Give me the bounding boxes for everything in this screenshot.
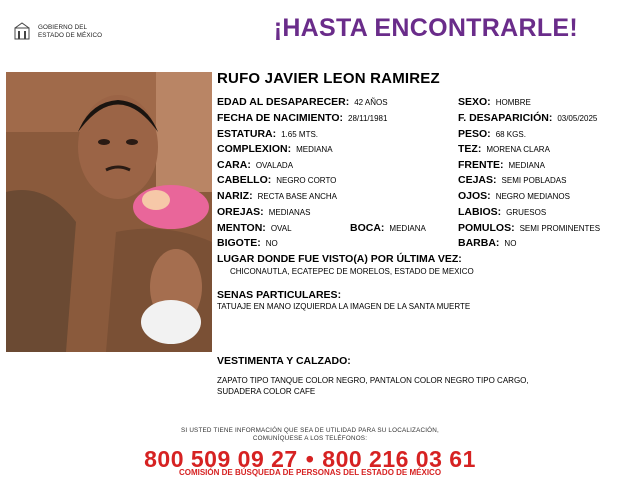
sexo-label: SEXO: (458, 96, 491, 108)
frente-label: FRENTE: (458, 159, 504, 171)
orejas-value: MEDIANAS (268, 208, 311, 217)
senas-value: TATUAJE EN MANO IZQUIERDA LA IMAGEN DE LA SANTA MUERTE (217, 302, 471, 311)
labios-value: GRUESOS (506, 208, 547, 217)
field-peso (458, 127, 526, 141)
person-name: RUFO JAVIER LEON RAMIREZ (217, 70, 440, 87)
state-government-logo (12, 20, 122, 46)
field-desaparicion (458, 111, 597, 125)
footer-info-line-2: COMUNÍQUESE A LOS TELÉFONOS: (252, 435, 368, 442)
field-estatura (217, 127, 318, 141)
missing-person-photo (6, 72, 212, 352)
tez-label: TEZ: (458, 143, 482, 155)
nacimiento-label: FECHA DE NACIMIENTO: (217, 112, 343, 124)
field-edad (217, 95, 388, 109)
field-sexo (458, 95, 531, 109)
barba-label: BARBA: (458, 237, 500, 249)
desaparicion-label: F. DESAPARICIÓN: (458, 112, 553, 124)
logo-line-2: ESTADO DE MÉXICO (38, 32, 103, 39)
vestimenta-line-1: ZAPATO TIPO TANQUE COLOR NEGRO, PANTALON COLOR NEGRO TIPO CARGO, (217, 376, 529, 385)
menton-label: MENTON: (217, 222, 266, 234)
nacimiento-value: 28/11/1981 (348, 114, 388, 123)
field-barba (458, 236, 516, 250)
tez-value: MORENA CLARA (486, 145, 550, 154)
field-boca (350, 221, 426, 235)
field-labios (458, 205, 546, 219)
field-frente (458, 158, 545, 172)
cara-value: OVALADA (255, 161, 294, 170)
desaparicion-value: 03/05/2025 (557, 114, 598, 123)
headline: ¡HASTA ENCONTRARLE! (273, 14, 578, 42)
menton-value: OVAL (270, 224, 292, 233)
field-menton (217, 221, 292, 235)
lugar-label: LUGAR DONDE FUE VISTO(A) POR ÚLTIMA VEZ: (217, 253, 462, 265)
field-cejas (458, 173, 566, 187)
field-nacimiento (217, 111, 387, 125)
boca-label: BOCA: (350, 222, 385, 234)
ojos-value: NEGRO MEDIANOS (495, 192, 570, 201)
estatura-value: 1.65 MTS. (281, 130, 319, 139)
barba-value: NO (504, 239, 517, 248)
nariz-label: NARIZ: (217, 190, 253, 202)
cara-label: CARA: (217, 159, 251, 171)
pomulos-label: POMULOS: (458, 222, 515, 234)
field-nariz (217, 189, 337, 203)
senas-label: SENAS PARTICULARES: (217, 289, 342, 301)
field-bigote (217, 236, 278, 250)
cabello-label: CABELLO: (217, 174, 272, 186)
edad-label: EDAD AL DESAPARECER: (217, 96, 350, 108)
field-cabello (217, 173, 336, 187)
complexion-label: COMPLEXION: (217, 143, 292, 155)
phone-1[interactable]: 800 509 09 27 (144, 446, 298, 472)
estatura-label: ESTATURA: (217, 128, 277, 140)
vestimenta-label: VESTIMENTA Y CALZADO: (217, 355, 351, 367)
nariz-value: RECTA BASE ANCHA (257, 192, 338, 201)
field-orejas (217, 205, 310, 219)
frente-value: MEDIANA (508, 161, 545, 170)
logo-line-1: GOBIERNO DEL (38, 24, 88, 31)
bigote-value: NO (265, 239, 278, 248)
field-ojos (458, 189, 570, 203)
field-tez (458, 142, 550, 156)
labios-label: LABIOS: (458, 206, 502, 218)
footer-info-line-1: SI USTED TIENE INFORMACIÓN QUE SEA DE UTILIDAD PARA SU LOCALIZACIÓN, (181, 427, 439, 434)
coat-of-arms-icon (12, 22, 32, 42)
orejas-label: OREJAS: (217, 206, 264, 218)
cabello-value: NEGRO CORTO (276, 176, 337, 185)
footer-organization: COMISIÓN DE BÚSQUEDA DE PERSONAS DEL ESTADO DE MÉXICO (178, 468, 442, 477)
pomulos-value: SEMI PROMINENTES (519, 224, 601, 233)
ojos-label: OJOS: (458, 190, 491, 202)
lugar-value: CHICONAUTLA, ECATEPEC DE MORELOS, ESTADO DE MEXICO (230, 267, 474, 276)
complexion-value: MEDIANA (296, 145, 333, 154)
bigote-label: BIGOTE: (217, 237, 261, 249)
phone-separator: • (305, 446, 315, 472)
peso-label: PESO: (458, 128, 491, 140)
peso-value: 68 KGS. (495, 130, 526, 139)
vestimenta-line-2: SUDADERA COLOR CAFE (217, 387, 316, 396)
cejas-value: SEMI POBLADAS (501, 176, 567, 185)
cejas-label: CEJAS: (458, 174, 497, 186)
field-pomulos (458, 221, 600, 235)
edad-value: 42 AÑOS (354, 98, 388, 107)
field-complexion (217, 142, 333, 156)
sexo-value: HOMBRE (495, 98, 531, 107)
phone-2[interactable]: 800 216 03 61 (322, 446, 476, 472)
field-cara (217, 158, 293, 172)
boca-value: MEDIANA (389, 224, 426, 233)
person-photo-icon (6, 72, 212, 352)
